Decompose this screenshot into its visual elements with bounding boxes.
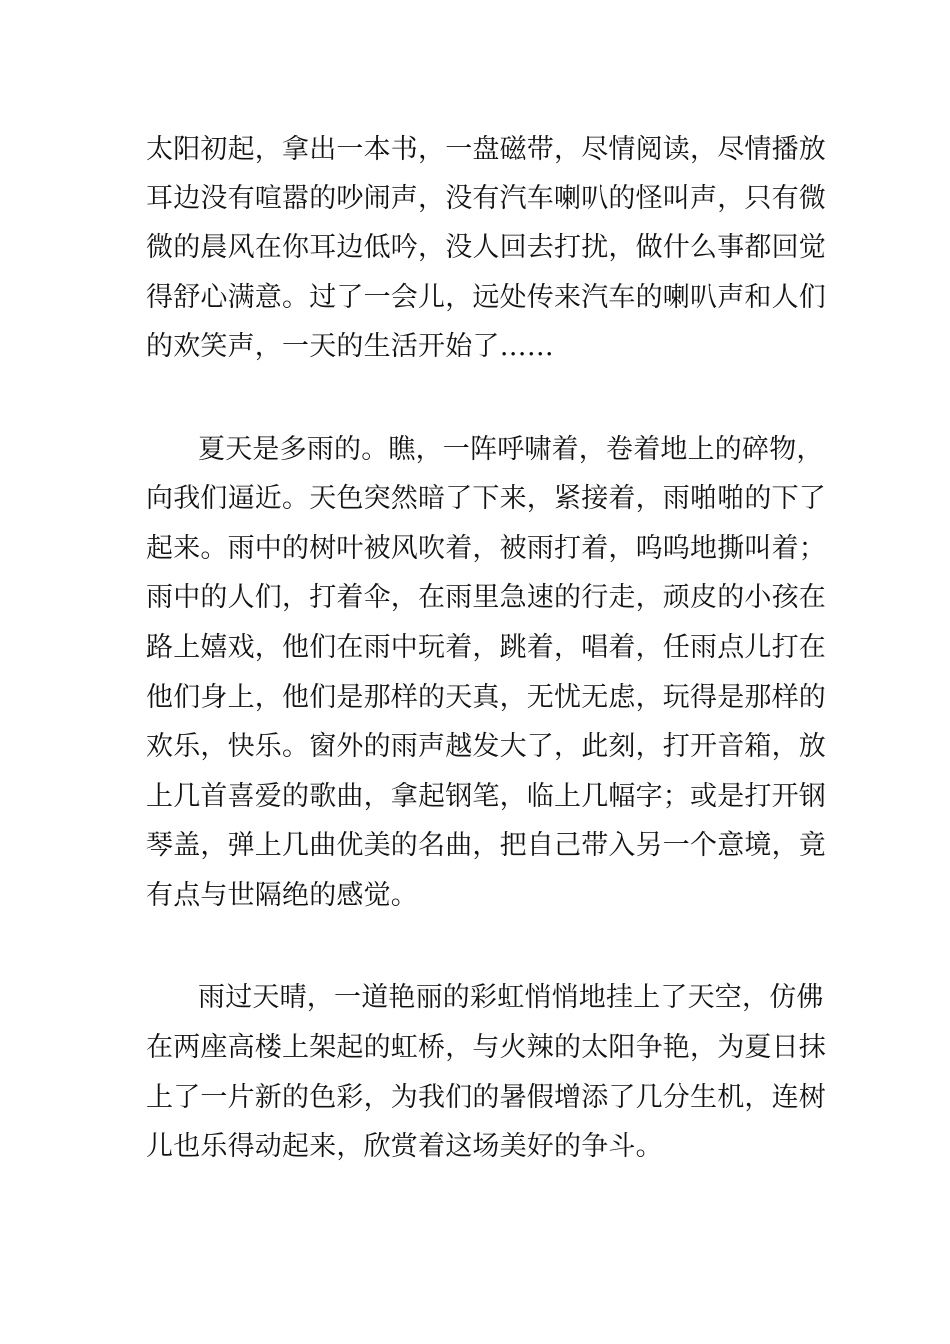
text-line: 路上嬉戏，他们在雨中玩着，跳着，唱着，任雨点儿打在 <box>146 632 826 663</box>
text-line: 太阳初起，拿出一本书，一盘磁带，尽情阅读，尽情播放 <box>146 134 826 165</box>
text-line: 琴盖，弹上几曲优美的名曲，把自己带入另一个意境，竟 <box>146 830 826 861</box>
text-line: 雨过天晴，一道艳丽的彩虹悄悄地挂上了天空，仿佛 <box>198 982 824 1013</box>
text-line: 在两座高楼上架起的虹桥，与火辣的太阳争艳，为夏日抹 <box>146 1032 826 1063</box>
text-line: 上几首喜爱的歌曲，拿起钢笔，临上几幅字；或是打开钢 <box>146 781 826 812</box>
text-line: 有点与世隔绝的感觉。 <box>146 880 418 911</box>
text-line: 儿也乐得动起来，欣赏着这场美好的争斗。 <box>146 1131 663 1162</box>
text-line: 起来。雨中的树叶被风吹着，被雨打着，呜呜地撕叫着； <box>146 533 826 564</box>
text-line: 他们身上，他们是那样的天真，无忧无虑，玩得是那样的 <box>146 682 826 713</box>
text-line: 雨中的人们，打着伞，在雨里急速的行走，顽皮的小孩在 <box>146 582 826 613</box>
text-line: 夏天是多雨的。瞧，一阵呼啸着，卷着地上的碎物， <box>198 434 824 465</box>
text-line: 微的晨风在你耳边低吟，没人回去打扰，做什么事都回觉 <box>146 232 826 263</box>
text-line: 的欢笑声，一天的生活开始了…… <box>146 331 554 362</box>
text-line: 向我们逼近。天色突然暗了下来，紧接着，雨啪啪的下了 <box>146 483 826 514</box>
text-line: 上了一片新的色彩，为我们的暑假增添了几分生机，连树 <box>146 1082 826 1113</box>
text-line: 欢乐，快乐。窗外的雨声越发大了，此刻，打开音箱，放 <box>146 731 826 762</box>
text-line: 耳边没有喧嚣的吵闹声，没有汽车喇叭的怪叫声，只有微 <box>146 183 826 214</box>
text-line: 得舒心满意。过了一会儿，远处传来汽车的喇叭声和人们 <box>146 282 826 313</box>
